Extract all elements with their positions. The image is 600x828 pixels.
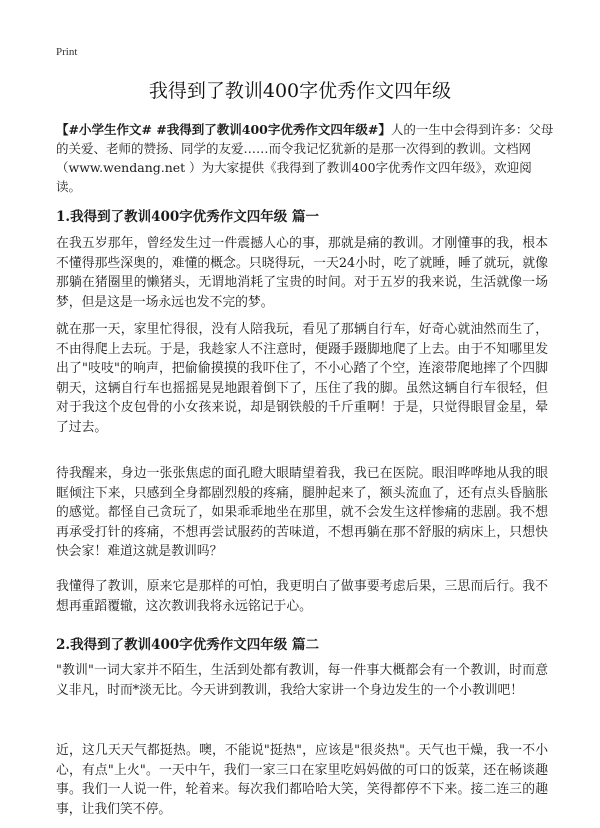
intro-paragraph — [56, 120, 556, 196]
page-title: 我得到了教训400字优秀作文四年级 — [148, 80, 452, 102]
section-heading-2: 2.我得到了教训400字优秀作文四年级 篇二 — [56, 637, 319, 653]
intro-tags: 【#小学生作文# #我得到了教训400字优秀作文四年级#】 — [56, 122, 391, 137]
print-label[interactable]: Print — [56, 46, 78, 58]
section-1-paragraph-1: 在我五岁那年，曾经发生过一件震撼人心的事，那就是痛的教训。才刚懂事的我，根本不懂得那些深奥的，难懂的概念。只晓得玩，一天24小时，吃了就睡，睡了就玩，就像那躺在猪圈里的懒猪头，无谓地消耗了宝贵的时间。对于五岁的我来说，生活就像一场梦，但是这是一场永远也发不完的梦。 — [56, 236, 548, 310]
section-2-paragraph-2: 近，这几天天气都挺热。噢，不能说"挺热"，应该是"很炎热"。天气也干燥，我一不小心，有点"上火"。一天中午，我们一家三口在家里吃妈妈做的可口的饭菜，还在畅谈趣事。我们一人说一件，轮着来。每次我们都哈哈大笑，笑得都停不下来。接二连三的趣事，让我们笑不停。 — [56, 743, 548, 817]
section-1-paragraph-4: 我懂得了教训，原来它是那样的可怕，我更明白了做事要考虑后果，三思而后行。我不想再重蹈覆辙，这次教训我将永远铭记于心。 — [56, 579, 548, 614]
section-heading-1: 1.我得到了教训400字优秀作文四年级 篇一 — [56, 209, 319, 225]
section-2-paragraph-1: "教训"一词大家并不陌生，生活到处都有教训，每一件事大概都会有一个教训，时而意义非凡，时而*淡无比。今天讲到教训，我给大家讲一个身边发生的一个小教训吧！ — [56, 663, 548, 698]
intro-text: 人的一生中会得到许多：父母的关爱、老师的赞扬、同学的友爱……而令我记忆犹新的是那一次得到的教训。文档网（www.wendang.net ）为大家提供《我得到了教训400字优秀作文四年级》，欢迎阅读。 — [56, 122, 554, 194]
section-1-paragraph-3: 待我醒来，身边一张张焦虑的面孔瞪大眼睛望着我，我已在医院。眼泪哗哗地从我的眼眶倾注下来，只感到全身都剧烈般的疼痛，腿肿起来了，额头流血了，还有点头昏脑胀的感觉。都怪自己贪玩了，如果乖乖地坐在那里，就不会发生这样惨痛的悲剧。我不想再承受打针的疼痛，不想再尝试服药的苦味道，不想再躺在那不舒服的病床上，只想快快会家！难道这就是教训吗？ — [56, 466, 548, 559]
section-1-paragraph-2: 就在那一天，家里忙得很，没有人陪我玩，看见了那辆自行车，好奇心就油然而生了，不由得爬上去玩。于是，我趁家人不注意时，便蹑手蹑脚地爬了上去。由于不知哪里发出了"吱吱"的响声，把偷偷摸摸的我吓住了，不小心踏了个空，连滚带爬地摔了个四脚朝天，这辆自行车也摇摇晃晃地跟着倒下了，压住了我的脚。虽然这辆自行车很轻，但对于我这个皮包骨的小女孩来说，却是钢铁般的千斤重啊！于是，只觉得眼冒金星，晕了过去。 — [56, 322, 548, 435]
